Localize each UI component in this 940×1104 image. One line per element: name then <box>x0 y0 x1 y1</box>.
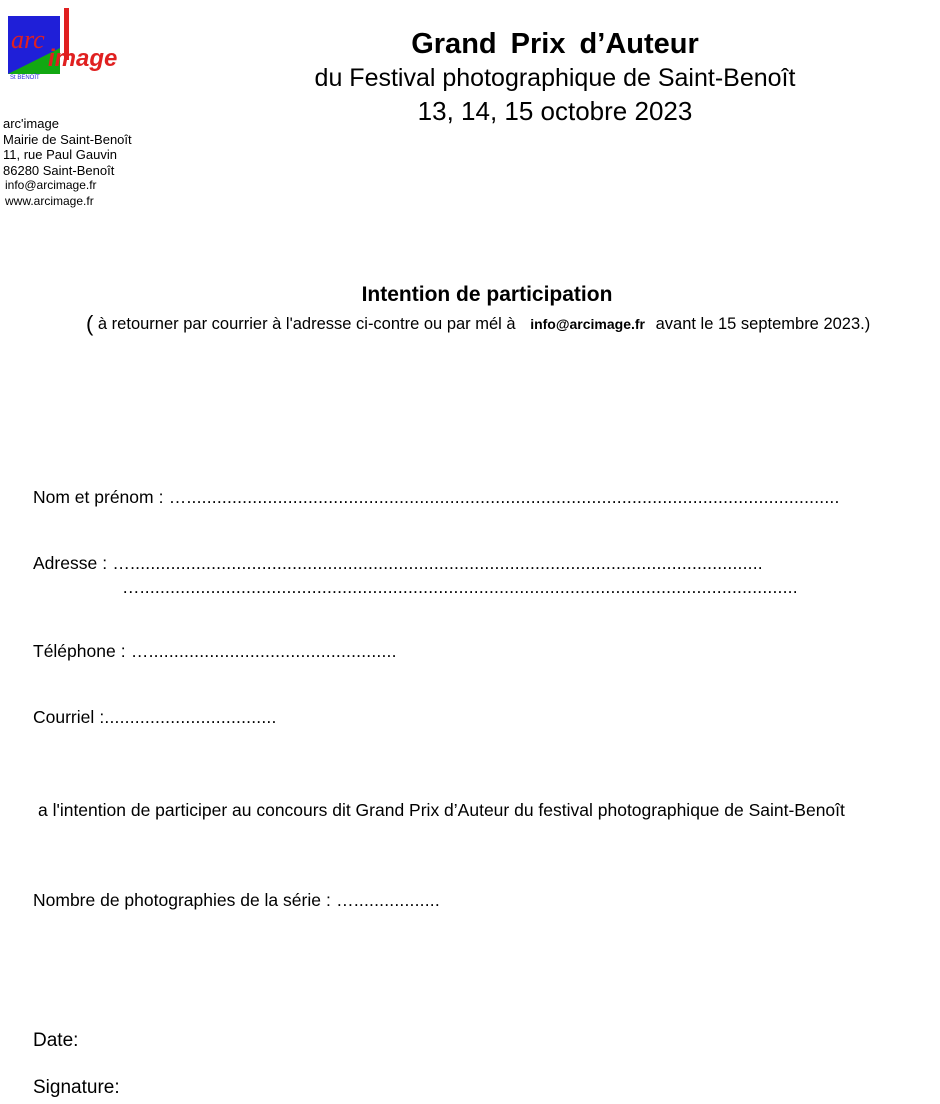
address-city: 86280 Saint-Benoît <box>3 162 115 178</box>
signature-field[interactable]: Signature: <box>33 1077 120 1098</box>
address-org: arc'image <box>3 116 59 131</box>
address-label: Adresse <box>33 553 98 573</box>
address-email: info@arcimage.fr <box>5 178 97 193</box>
address-street: 11, rue Paul Gauvin <box>3 147 117 163</box>
festival-dates: 13, 14, 15 octobre 2023 <box>417 96 693 126</box>
photo-count-label: Nombre de photographies de la série <box>33 890 321 910</box>
logo-text-arc: arc <box>11 25 45 54</box>
photo-count-field[interactable] <box>33 890 440 911</box>
phone-label: Téléphone <box>33 641 116 661</box>
address-website: www.arcimage.fr <box>5 193 94 208</box>
address-mairie: Mairie de Saint-Benoît <box>3 131 132 147</box>
instructions-email: info@arcimage.fr <box>530 316 645 332</box>
email-label: Courriel <box>33 707 95 727</box>
page-title: Grand Prix d’Auteur <box>411 28 699 60</box>
arcimage-logo <box>8 8 120 82</box>
section-heading: Intention de participation <box>361 283 613 306</box>
date-field[interactable]: Date: <box>33 1030 79 1051</box>
sender-address <box>3 116 132 210</box>
phone-field[interactable] <box>33 641 397 662</box>
logo-graphic <box>8 8 120 82</box>
name-fill-line[interactable]: : …................................................................................................................................. <box>153 487 840 507</box>
address-field[interactable] <box>33 553 763 574</box>
logo-text-image: image <box>48 45 118 72</box>
logo-text-small: St BENOÎT <box>10 75 40 81</box>
open-paren: ( <box>86 311 94 336</box>
page-subtitle: du Festival photographique de Saint-Benoît <box>314 64 796 92</box>
address-fill-line[interactable]: : …............................................................................................................................. <box>97 553 763 573</box>
instructions-text: à retourner par courrier à l'adresse ci-contre ou par mél à <box>97 315 516 333</box>
phone-fill-line[interactable]: : …................................................. <box>115 641 397 661</box>
instructions-deadline: avant le 15 septembre 2023.) <box>655 315 871 333</box>
participation-statement: a l'intention de participer au concours dit Grand Prix d’Auteur du festival photographique de Saint-Benoît <box>38 800 845 820</box>
name-label: Nom et prénom <box>33 487 154 507</box>
name-field[interactable] <box>33 487 840 508</box>
address-fill-line-2[interactable]: ….................................................................................................................................. <box>122 577 798 597</box>
return-instructions <box>86 311 870 337</box>
photo-count-fill-line[interactable]: : …................. <box>320 890 440 910</box>
email-field[interactable] <box>33 707 277 728</box>
email-fill-line[interactable]: :.................................. <box>94 707 277 727</box>
